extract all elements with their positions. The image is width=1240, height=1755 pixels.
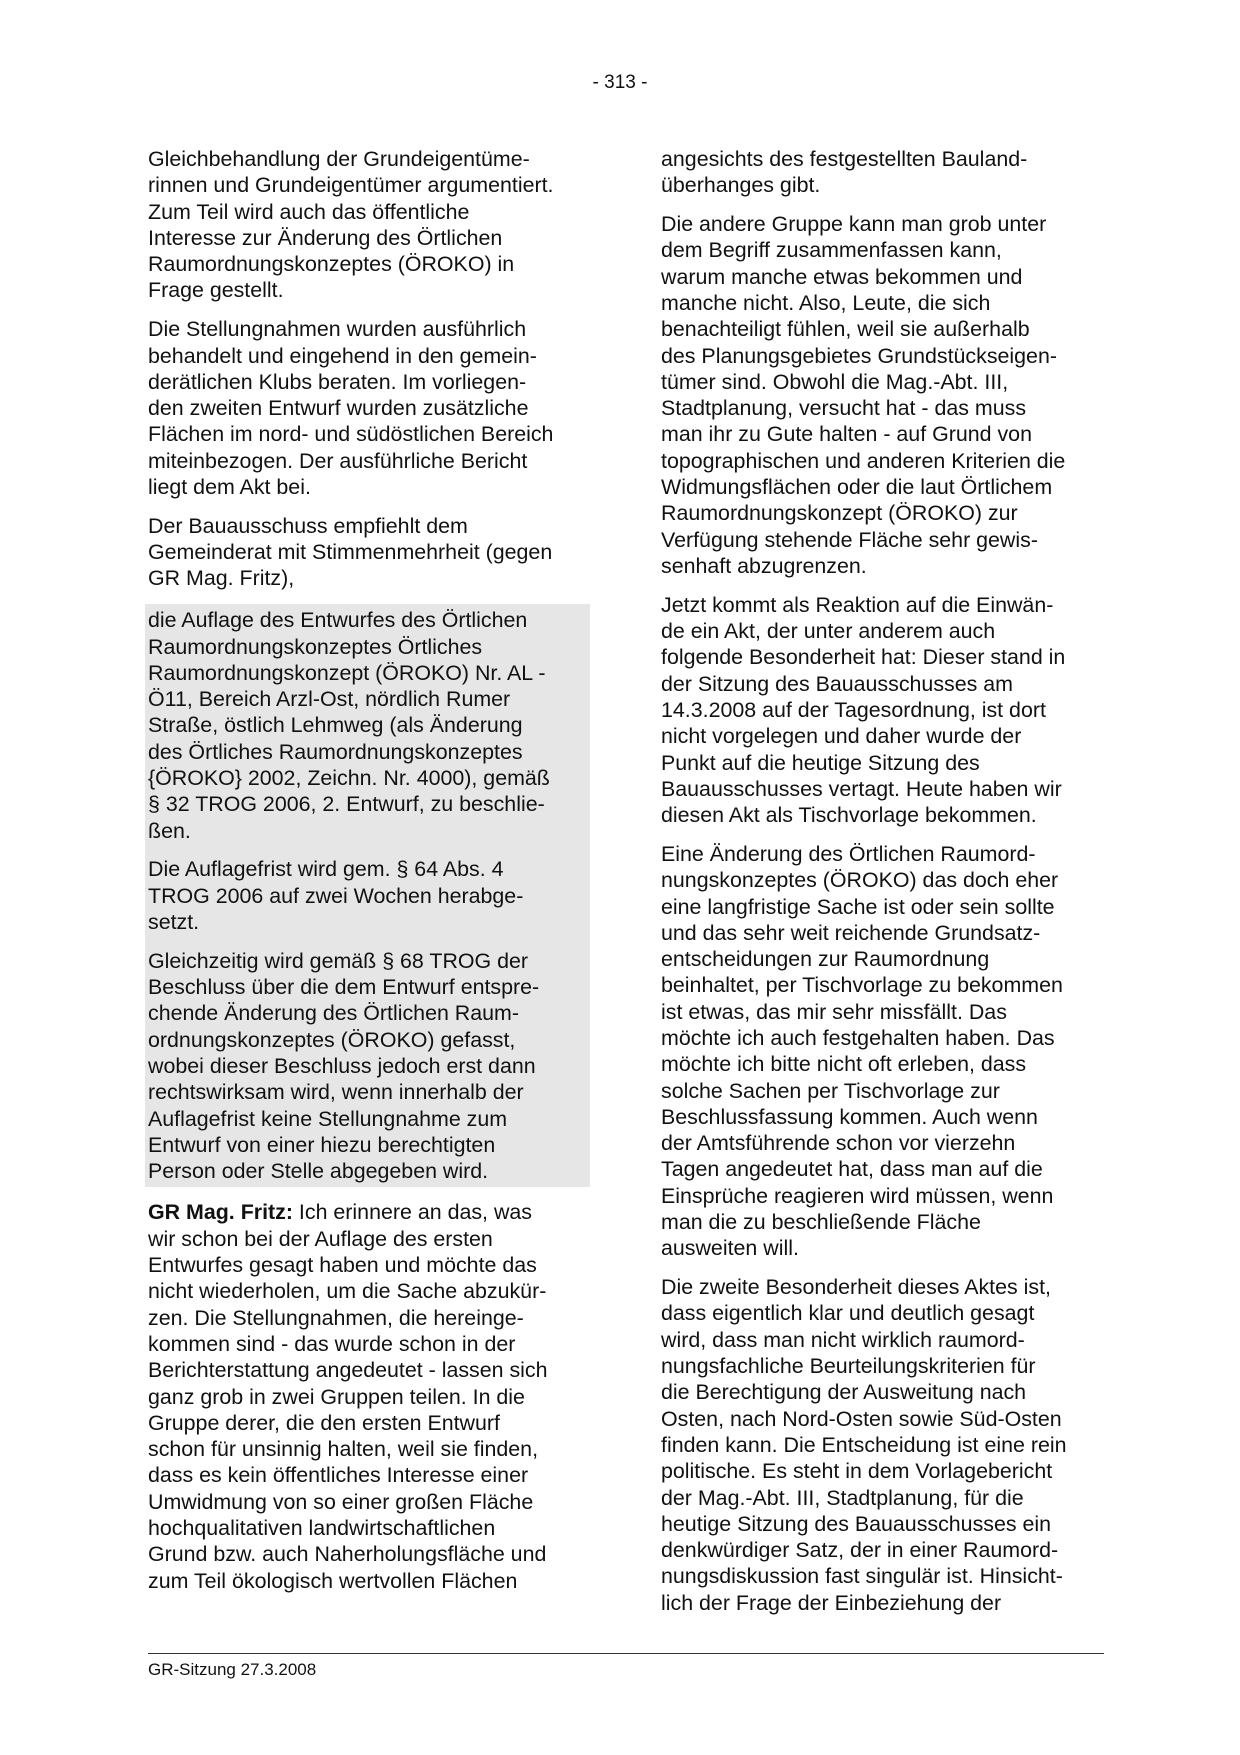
text-line: Interesse zur Änderung des Örtlichen	[148, 225, 503, 250]
text-line: solche Sachen per Tischvorlage zur	[661, 1078, 1000, 1103]
text-line: Gleichbehandlung der Grundeigentüme-	[148, 147, 530, 171]
text-line: 14.3.2008 auf der Tagesordnung, ist dort	[661, 697, 1046, 722]
text-line: Stadtplanung, versucht hat - das muss	[661, 396, 1027, 421]
text-line: topographischen und anderen Kriterien die	[661, 448, 1066, 473]
text-line: den zweiten Entwurf wurden zusätzliche	[148, 396, 529, 421]
text-line: Straße, östlich Lehmweg (als Änderung	[148, 713, 523, 738]
footer-session-date: GR-Sitzung 27.3.2008	[148, 1660, 317, 1679]
text-line: Auflagefrist keine Stellungnahme zum	[148, 1106, 508, 1131]
text-line: eine langfristige Sache ist oder sein sollte	[661, 894, 1055, 919]
text-line: Beschlussfassung kommen. Auch wenn	[661, 1104, 1038, 1129]
text-line: nicht wiederholen, um die Sache abzukür-	[148, 1279, 547, 1304]
text-line: heutige Sitzung des Bauausschusses ein	[661, 1511, 1052, 1536]
text-line: man ihr zu Gute halten - auf Grund von	[661, 422, 1032, 447]
text-line: ist etwas, das mir sehr missfällt. Das	[661, 999, 1007, 1024]
text-line: Osten, nach Nord-Osten sowie Süd-Osten	[661, 1406, 1062, 1431]
text-line: wir schon bei der Auflage des ersten	[148, 1226, 493, 1251]
paragraph	[148, 513, 596, 592]
text-line: Die Stellungnahmen wurden ausführlich	[148, 317, 527, 342]
text-line: setzt.	[148, 910, 200, 935]
right-column	[661, 146, 1109, 1629]
text-line: dass eigentlich klar und deutlich gesagt	[661, 1301, 1035, 1326]
text-line: der Amtsführende schon vor vierzehn	[661, 1131, 1016, 1156]
text-line: wobei dieser Beschluss jedoch erst dann	[148, 1054, 536, 1078]
text-line: Entwurfes gesagt haben und möchte das	[148, 1253, 537, 1278]
text-line: liegt dem Akt bei.	[148, 475, 311, 500]
speaker-name: GR Mag. Fritz:	[148, 1200, 293, 1225]
resolution-paragraph	[148, 948, 590, 1185]
text-line: schon für unsinnig halten, weil sie finden,	[148, 1437, 539, 1462]
text-line: hochqualitativen landwirtschaftlichen	[148, 1516, 496, 1541]
text-line: Tagen angedeutet hat, dass man auf die	[661, 1157, 1043, 1182]
text-line: Person oder Stelle abgegeben wird.	[148, 1159, 489, 1184]
text-line: Einsprüche reagieren wird müssen, wenn	[661, 1183, 1054, 1208]
text-line: Zum Teil wird auch das öffentliche	[148, 199, 470, 224]
text-line: nungskonzeptes (ÖROKO) das doch eher	[661, 868, 1059, 893]
paragraph	[148, 316, 596, 500]
text-line: Die Auflagefrist wird gem. § 64 Abs. 4	[148, 857, 504, 882]
paragraph	[148, 146, 596, 304]
text-line: des Planungsgebietes Grundstückseigen-	[661, 343, 1057, 368]
text-line: folgende Besonderheit hat: Dieser stand in	[661, 645, 1066, 670]
text-line: die Berechtigung der Ausweitung nach	[661, 1380, 1027, 1405]
text-line: de ein Akt, der unter anderem auch	[661, 619, 996, 644]
text-line: Verfügung stehende Fläche sehr gewis-	[661, 527, 1038, 552]
text-line: des Örtliches Raumordnungskonzeptes	[148, 739, 523, 764]
text-line: {ÖROKO} 2002, Zeichn. Nr. 4000), gemäß	[148, 766, 550, 791]
text-line: überhanges gibt.	[661, 173, 821, 198]
text-line: möchte ich auch festgehalten haben. Das	[661, 1026, 1055, 1050]
text-line: derätlichen Klubs beraten. Im vorliegen-	[148, 369, 527, 394]
text-line: diesen Akt als Tischvorlage bekommen.	[661, 803, 1037, 828]
paragraph	[661, 211, 1109, 579]
text-line: Raumordnungskonzeptes Örtliches	[148, 634, 483, 659]
text-line: ganz grob in zwei Gruppen teilen. In die	[148, 1384, 525, 1409]
resolution-paragraph	[148, 856, 590, 935]
text-line: denkwürdiger Satz, der in einer Raumord-	[661, 1538, 1059, 1563]
speech-first-line-text: Ich erinnere an das, was	[292, 1200, 532, 1225]
text-line: zum Teil ökologisch wertvollen Flächen	[148, 1568, 518, 1593]
text-line: Grund bzw. auch Naherholungsfläche und	[148, 1542, 547, 1567]
text-line: GR Mag. Fritz),	[148, 566, 295, 591]
text-line: Ö11, Bereich Arzl-Ost, nördlich Rumer	[148, 687, 511, 712]
text-line: Raumordnungskonzeptes (ÖROKO) in	[148, 252, 515, 277]
text-line: man die zu beschließende Fläche	[661, 1210, 981, 1235]
text-line: manche nicht. Also, Leute, die sich	[661, 290, 991, 315]
text-line: Entwurf von einer hiezu berechtigten	[148, 1132, 496, 1157]
paragraph	[661, 592, 1109, 829]
text-line: möchte ich bitte nicht oft erleben, dass	[661, 1052, 1027, 1077]
text-line: Raumordnungskonzept (ÖROKO) Nr. AL -	[148, 660, 546, 685]
speech-paragraph	[148, 1199, 596, 1593]
footer-divider	[148, 1653, 1104, 1654]
text-line: nungsfachliche Beurteilungskriterien für	[661, 1354, 1036, 1379]
text-line: ordnungskonzeptes (ÖROKO) gefasst,	[148, 1027, 516, 1052]
text-line: chende Änderung des Örtlichen Raum-	[148, 1001, 519, 1026]
text-line: wird, dass man nicht wirklich raumord-	[661, 1327, 1025, 1352]
text-line: finden kann. Die Entscheidung ist eine rein	[661, 1432, 1067, 1457]
resolution-paragraph	[148, 607, 590, 844]
text-line: und das sehr weit reichende Grundsatz-	[661, 920, 1041, 945]
text-line: Gleichzeitig wird gemäß § 68 TROG der	[148, 948, 529, 973]
text-line: Flächen im nord- und südöstlichen Bereich	[148, 422, 554, 447]
text-line: entscheidungen zur Raumordnung	[661, 947, 990, 972]
text-line: Die zweite Besonderheit dieses Aktes ist,	[661, 1275, 1051, 1300]
text-line: angesichts des festgestellten Bauland-	[661, 147, 1028, 171]
text-line: Umwidmung von so einer großen Fläche	[148, 1489, 534, 1514]
text-line: Bauausschusses vertagt. Heute haben wir	[661, 776, 1062, 801]
text-line: rechtswirksam wird, wenn innerhalb der	[148, 1080, 524, 1105]
text-line: Raumordnungskonzept (ÖROKO) zur	[661, 501, 1018, 526]
text-line: Berichterstattung angedeutet - lassen sich	[148, 1358, 548, 1383]
text-line: lich der Frage der Einbeziehung der	[661, 1590, 1002, 1615]
text-line: beinhaltet, per Tischvorlage zu bekommen	[661, 973, 1063, 998]
text-line: senhaft abzugrenzen.	[661, 553, 867, 578]
text-line: zen. Die Stellungnahmen, die hereinge-	[148, 1305, 524, 1330]
text-line: Die andere Gruppe kann man grob unter	[661, 212, 1047, 237]
text-line: miteinbezogen. Der ausführliche Bericht	[148, 448, 528, 473]
text-line: Beschluss über die dem Entwurf entspre-	[148, 975, 540, 1000]
text-line: der Mag.-Abt. III, Stadtplanung, für die	[661, 1485, 1024, 1510]
text-line: TROG 2006 auf zwei Wochen herabge-	[148, 883, 524, 908]
text-line: Punkt auf die heutige Sitzung des	[661, 750, 980, 775]
text-line: Gemeinderat mit Stimmenmehrheit (gegen	[148, 540, 553, 565]
text-line: Frage gestellt.	[148, 278, 284, 303]
text-line: Eine Änderung des Örtlichen Raumord-	[661, 841, 1036, 866]
text-line: kommen sind - das wurde schon in der	[148, 1331, 516, 1356]
text-line: Gruppe derer, die den ersten Entwurf	[148, 1410, 500, 1435]
text-line: benachteiligt fühlen, weil sie außerhalb	[661, 317, 1030, 342]
text-line: dem Begriff zusammenfassen kann,	[661, 238, 1002, 263]
text-line: Der Bauausschuss empfiehlt dem	[148, 513, 468, 538]
text-line: nungsdiskussion fast singulär ist. Hinsicht-	[661, 1564, 1063, 1589]
text-line: § 32 TROG 2006, 2. Entwurf, zu beschlie-	[148, 792, 545, 817]
paragraph	[661, 841, 1109, 1262]
text-line: die Auflage des Entwurfes des Örtlichen	[148, 608, 528, 633]
text-line: Widmungsflächen oder die laut Örtlichem	[661, 475, 1053, 500]
text-line: tümer sind. Obwohl die Mag.-Abt. III,	[661, 369, 1009, 394]
speech-first-line	[148, 1199, 596, 1225]
resolution-box	[145, 604, 590, 1187]
text-line: nicht vorgelegen und daher wurde der	[661, 724, 1022, 749]
text-line: rinnen und Grundeigentümer argumentiert.	[148, 173, 554, 198]
text-line: ßen.	[148, 818, 191, 843]
text-line: politische. Es steht in dem Vorlagebericht	[661, 1459, 1053, 1484]
speech-lines	[148, 1226, 596, 1594]
left-column	[148, 146, 596, 1606]
text-line: warum manche etwas bekommen und	[661, 264, 1023, 289]
text-line: ausweiten will.	[661, 1236, 799, 1261]
text-line: Jetzt kommt als Reaktion auf die Einwän-	[661, 592, 1054, 617]
text-line: der Sitzung des Bauausschusses am	[661, 671, 1013, 696]
paragraph	[661, 146, 1109, 199]
paragraph	[661, 1274, 1109, 1616]
text-line: behandelt und eingehend in den gemein-	[148, 343, 537, 368]
page-number: - 313 -	[592, 72, 648, 93]
text-line: dass es kein öffentliches Interesse einer	[148, 1463, 529, 1488]
